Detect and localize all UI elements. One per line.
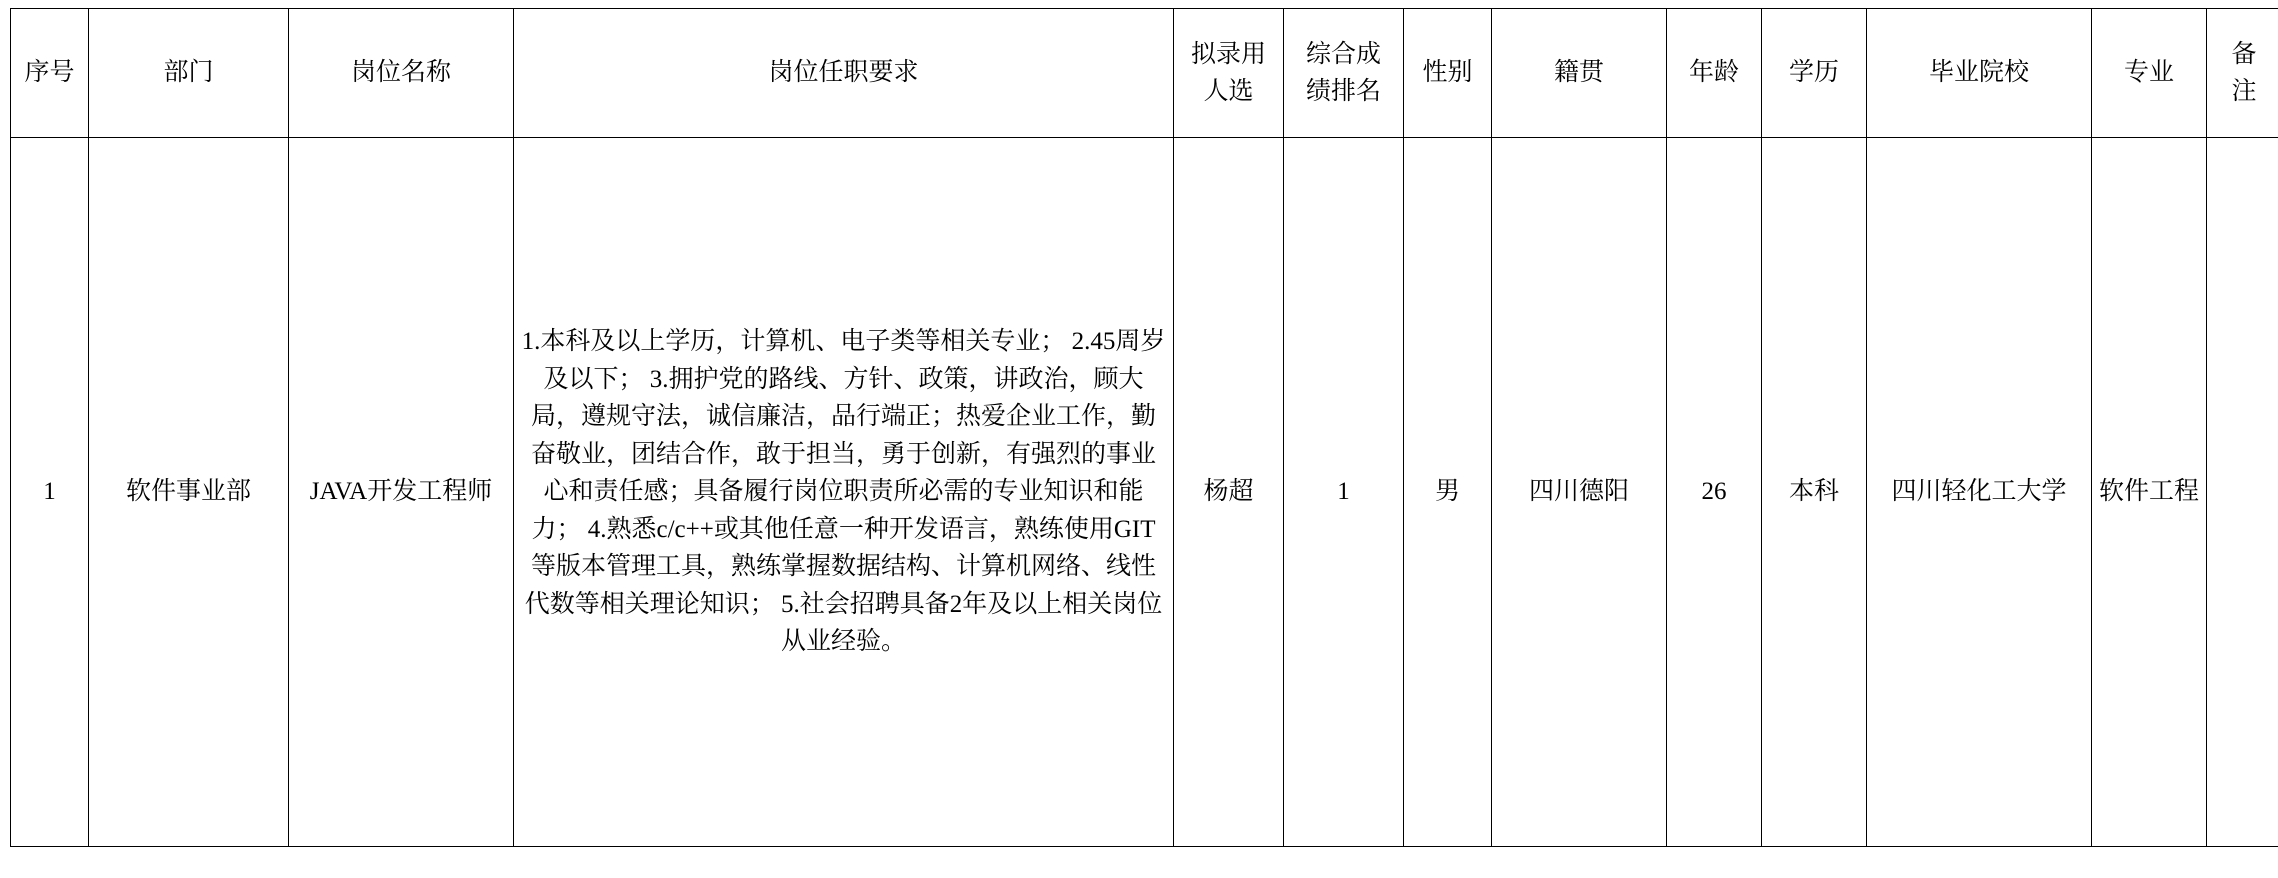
cell-requirements: 1.本科及以上学历，计算机、电子类等相关专业； 2.45周岁及以下； 3.拥护党的路线、方针、政策，讲政治，顾大局，遵规守法，诚信廉洁，品行端正；热爱企业工作，勤奋敬业，团结合作，敢于担当，勇于创新，有强烈的事业心和责任感；具备履行岗位职责所必需的专业知识和能力； 4.熟悉c/c++或其他任意一种开发语言，熟练使用GIT等版本管理工具，熟练掌握数据结构、计算机网络、线性代数等相关理论知识； 5.社会招聘具备2年及以上相关岗位从业经验。 bbox=[514, 138, 1174, 847]
cell-seq: 1 bbox=[11, 138, 89, 847]
header-label-sex: 性别 bbox=[1422, 59, 1472, 86]
cell-native-place: 四川德阳 bbox=[1492, 138, 1667, 847]
header-cell-age bbox=[1667, 9, 1762, 138]
header-label-candidate-line2: 人选 bbox=[1180, 73, 1277, 111]
header-cell-rank bbox=[1284, 9, 1404, 138]
recruitment-table bbox=[10, 8, 2278, 847]
header-label-native-place: 籍贯 bbox=[1554, 59, 1604, 86]
header-label-rank-line2: 绩排名 bbox=[1290, 73, 1397, 111]
cell-candidate: 杨超 bbox=[1174, 138, 1284, 847]
cell-sex: 男 bbox=[1404, 138, 1492, 847]
header-label-requirements: 岗位任职要求 bbox=[768, 59, 918, 86]
cell-rank: 1 bbox=[1284, 138, 1404, 847]
cell-remark bbox=[2207, 138, 2278, 847]
header-label-seq: 序号 bbox=[24, 59, 74, 86]
header-label-remark-line1: 备 bbox=[2213, 36, 2275, 74]
header-label-dept: 部门 bbox=[163, 59, 213, 86]
header-label-remark-line2: 注 bbox=[2213, 73, 2275, 111]
header-cell-seq bbox=[11, 9, 89, 138]
header-cell-candidate bbox=[1174, 9, 1284, 138]
header-label-rank-line1: 综合成 bbox=[1290, 36, 1397, 74]
cell-major: 软件工程 bbox=[2092, 138, 2207, 847]
cell-post: JAVA开发工程师 bbox=[289, 138, 514, 847]
header-label-education: 学历 bbox=[1789, 59, 1839, 86]
header-cell-school bbox=[1867, 9, 2092, 138]
cell-school: 四川轻化工大学 bbox=[1867, 138, 2092, 847]
header-cell-sex bbox=[1404, 9, 1492, 138]
cell-dept: 软件事业部 bbox=[89, 138, 289, 847]
header-cell-requirements bbox=[514, 9, 1174, 138]
header-cell-native-place bbox=[1492, 9, 1667, 138]
table-header-row bbox=[11, 9, 2278, 138]
header-cell-education bbox=[1762, 9, 1867, 138]
header-cell-dept bbox=[89, 9, 289, 138]
header-cell-major bbox=[2092, 9, 2207, 138]
document-page bbox=[0, 8, 2278, 878]
header-cell-remark bbox=[2207, 9, 2278, 138]
header-label-candidate-line1: 拟录用 bbox=[1180, 36, 1277, 74]
cell-education: 本科 bbox=[1762, 138, 1867, 847]
cell-age: 26 bbox=[1667, 138, 1762, 847]
table-row bbox=[11, 138, 2278, 847]
header-label-major: 专业 bbox=[2124, 59, 2174, 86]
header-label-age: 年龄 bbox=[1689, 59, 1739, 86]
header-cell-post bbox=[289, 9, 514, 138]
header-label-post: 岗位名称 bbox=[351, 59, 451, 86]
header-label-school: 毕业院校 bbox=[1929, 59, 2029, 86]
